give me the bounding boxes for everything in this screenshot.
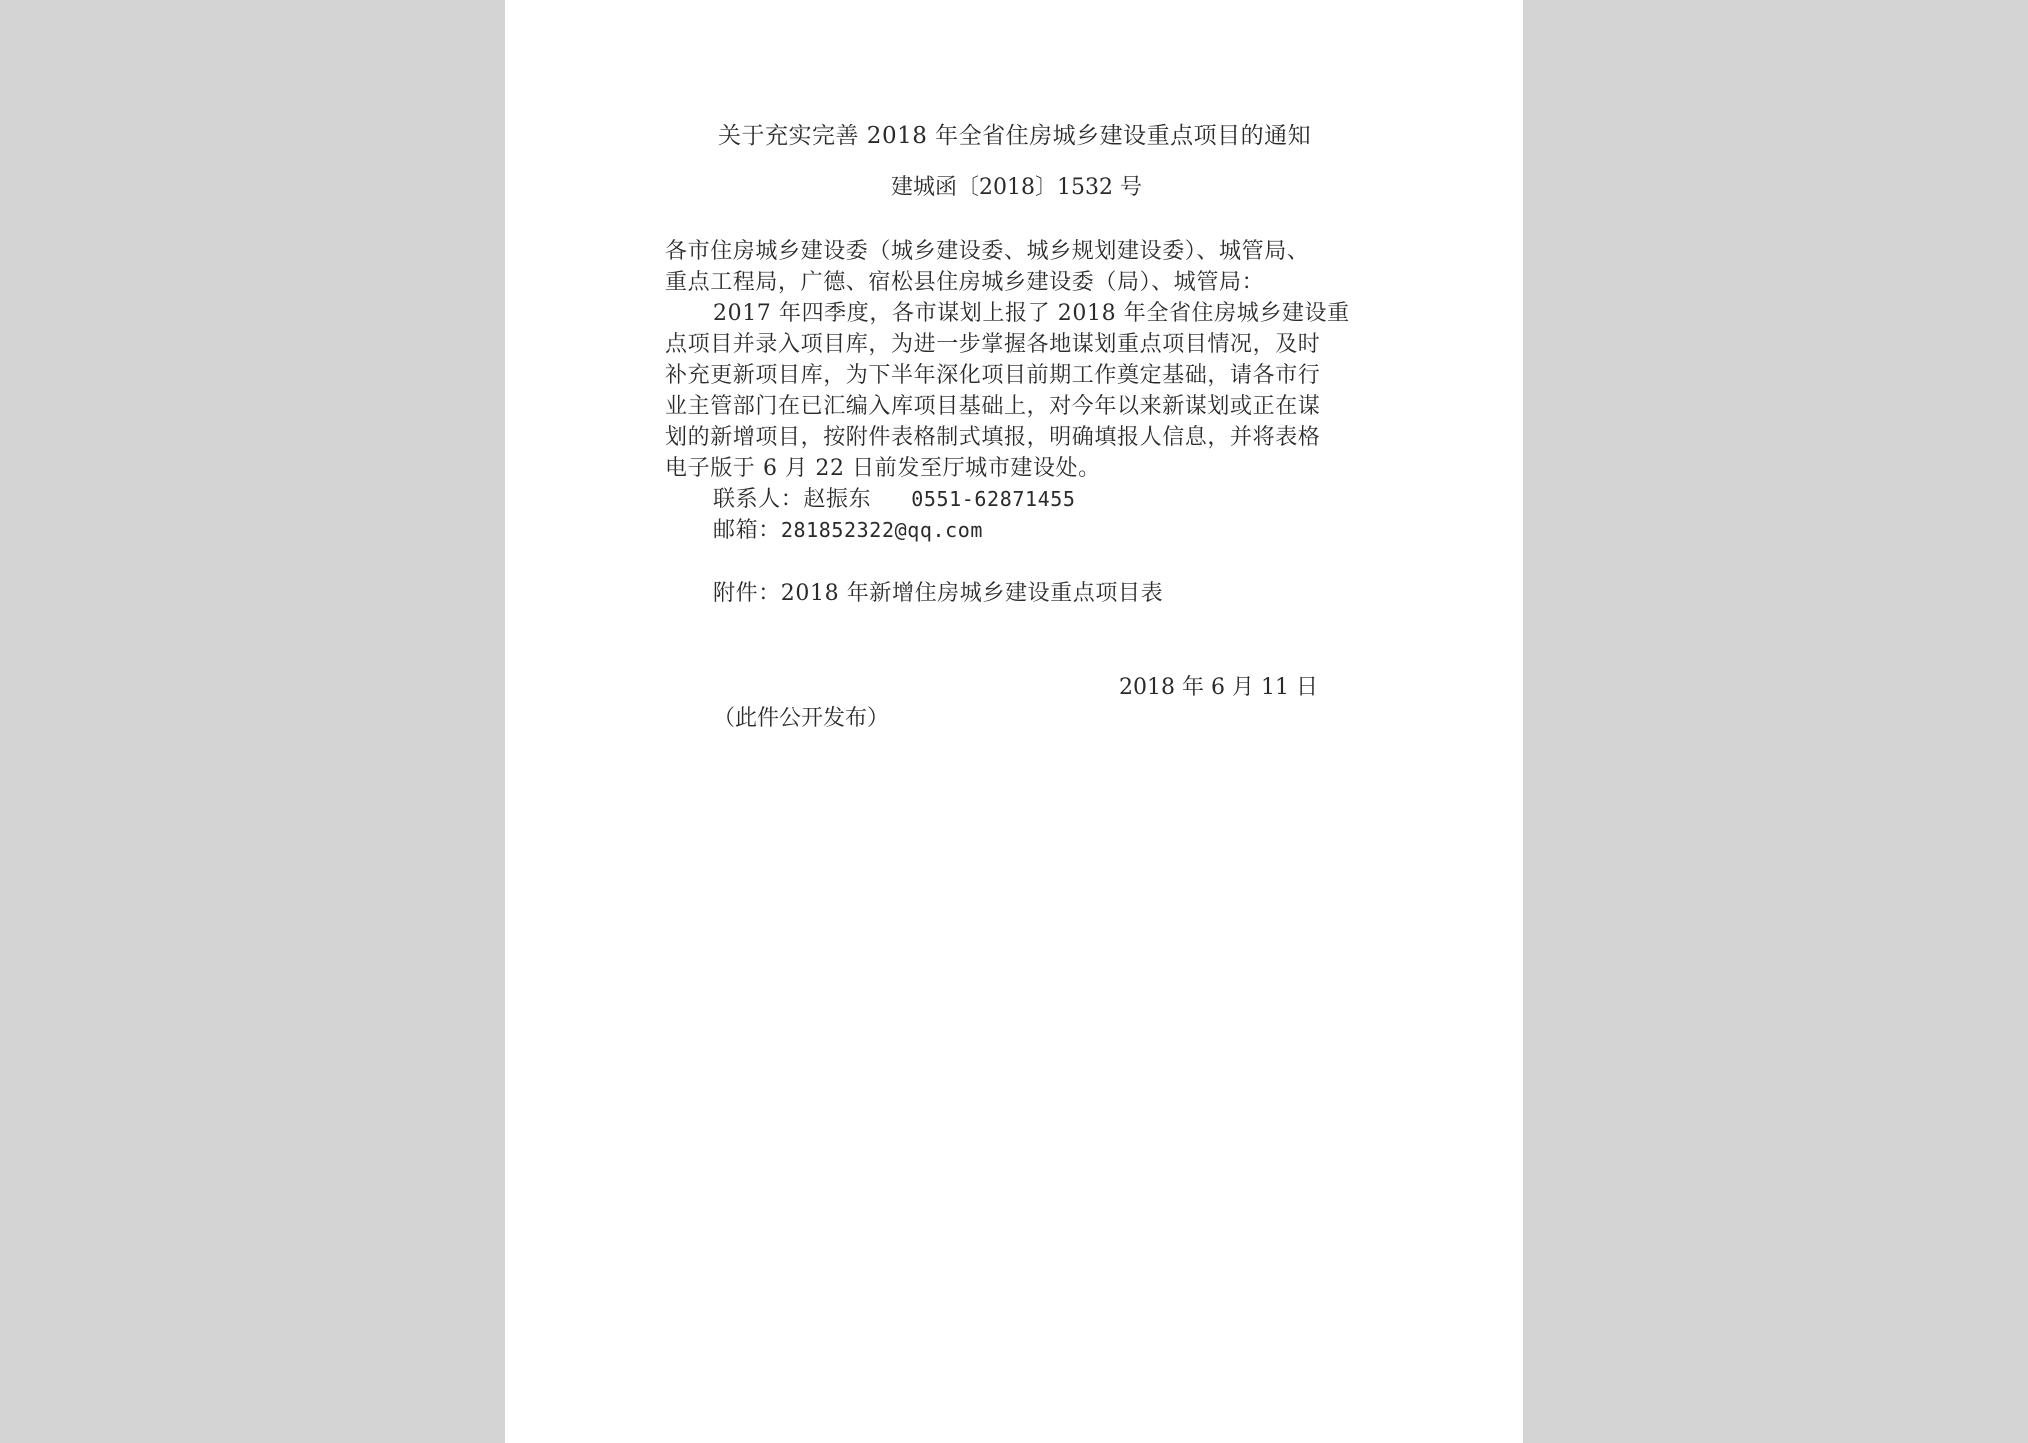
document-number: 建城函〔2018〕1532 号 <box>891 175 1142 200</box>
contact-line <box>713 484 1076 515</box>
body-line: 业主管部门在已汇编入库项目基础上，对今年以来新谋划或正在谋 <box>665 394 1321 419</box>
email-address: 281852322@qq.com <box>780 518 984 542</box>
addressee-line: 各市住房城乡建设委（城乡建设委、城乡规划建设委）、城管局、 <box>665 239 1310 264</box>
disclosure-note: （此件公开发布） <box>713 706 890 731</box>
document-title: 关于充实完善 2018 年全省住房城乡建设重点项目的通知 <box>718 123 1312 149</box>
body-line: 2017 年四季度，各市谋划上报了 2018 年全省住房城乡建设重 <box>713 301 1350 326</box>
contact-phone: 0551-62871455 <box>911 487 1076 511</box>
body-line: 电子版于 6 月 22 日前发至厅城市建设处。 <box>665 456 1101 481</box>
document-page <box>505 0 1523 1443</box>
attachment-line: 附件：2018 年新增住房城乡建设重点项目表 <box>713 581 1164 606</box>
body-line: 补充更新项目库，为下半年深化项目前期工作奠定基础，请各市行 <box>665 363 1321 388</box>
document-date: 2018 年 6 月 11 日 <box>1119 675 1318 700</box>
document-body <box>505 0 1523 1443</box>
body-line: 划的新增项目，按附件表格制式填报，明确填报人信息，并将表格 <box>665 425 1321 450</box>
body-line: 点项目并录入项目库，为进一步掌握各地谋划重点项目情况，及时 <box>665 332 1321 357</box>
email-line <box>713 515 983 546</box>
addressee-line: 重点工程局，广德、宿松县住房城乡建设委（局）、城管局： <box>665 270 1265 295</box>
contact-label: 联系人：赵振东 <box>713 487 872 512</box>
email-label: 邮箱： <box>713 518 781 543</box>
